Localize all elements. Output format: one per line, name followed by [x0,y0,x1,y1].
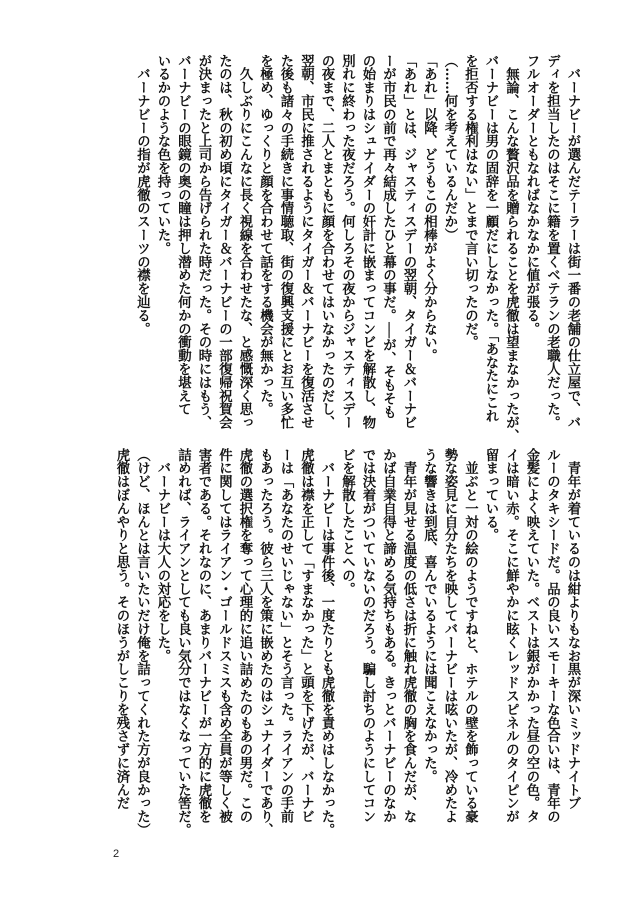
text-line: たのは、秋の初め頃にタイガー＆バーナビーの一部復帰祝賀会 [216,54,233,430]
text-line: 「あれ」とは、ジャスティスデーの翌朝、タイガー＆バーナビ [401,54,417,430]
text-line: バーナビーは大人の対応をした。 [155,448,171,663]
text-line: 虎徹の選択権を奪って心理的に追い詰めたのもあの男だ。この [237,448,253,824]
text-block-bottom [112,448,584,837]
text-line: かば自業自得と諦める気持ちもある。きっとバーナビーのなか [380,448,397,824]
text-line: バーナビーは男の固辞を一顧だにしなかった。「あなたにこれ [483,54,499,423]
text-line: いるかのような色を持っていた。 [155,54,171,255]
text-line: の夜まで、二人とまともに顔を合わせてはいなかったのだし、 [319,54,335,430]
text-line: （……何を考えているんだか） [442,54,458,242]
text-line: バーナビーの指が虎徹のスーツの襟を辿る。 [134,54,151,336]
text-line: 青年が着ているのは紺よりもなお黒が深いミッドナイトブ [565,448,581,810]
text-line: 無論、こんな贅沢品を贈られることを虎徹は望まなかったが、 [503,54,520,443]
text-line: た後も諸々の手続きに事情聴取、街の復興支援にとお互い多忙 [278,54,294,430]
text-line: バーナビーが選んだテーラーは街一番の老舗の仕立屋で、バ [565,54,581,430]
text-line: 虎徹はぼんやりと思う。そのほうがしこりを残さずに済んだ [114,448,130,810]
text-line: 翌朝、市民に推されるようにタイガー＆バーナビーを復活させ [298,54,315,430]
text-line: を拒否する権利はない」とまで言い切ったのだ。 [462,54,479,349]
text-line: ビを解散したことへの。 [339,448,356,596]
text-line: 金髪によく映えていた。ベストは銀がかかった昼の空の色。タ [524,448,540,824]
page-number: 2 [113,848,120,860]
text-block-top [132,54,583,443]
text-line: （けど、ほんとは言いたいだけ俺を詰ってくれた方が良かった） [134,448,151,837]
text-line: 久しぶりにこんなに長く視線を合わせたな、と感慨深く思っ [237,54,253,430]
text-line: 留まっている。 [483,448,499,542]
text-line: 害者である。それなのに、あまりバーナビーが一方的に虎徹を [196,448,212,824]
text-line: では決着がついていないのだろう。騙し討ちのようにしてコン [360,448,376,824]
text-line: 別れに終わった夜だろう。何しろその夜からジャスティスデー [339,54,356,430]
text-line: 青年が見せる温度の低さは折に触れ虎徹の胸を食んだが、な [401,448,417,824]
text-line: ーは「あなたのせいじゃない」とそう言った。ライアンの手前 [278,448,294,824]
text-line: 詰めれば、ライアンとしても良い気分ではなくなっていた筈だ。 [175,448,192,837]
text-line: ルーのタキシードだ。品の良いスモーキーな色合いは、青年の [544,448,561,824]
text-line: 件に関してはライアン・ゴールドスミスも含め全員が等しく被 [216,448,233,824]
text-line: 勢な姿見に自分たちを映してバーナビーは呟いたが、冷めたよ [442,448,458,824]
text-line: フルオーダーともなればなかなかに値が張る。 [524,54,540,336]
text-line: もあったろう。彼ら三人を策に嵌めたのはシュナイダーであり、 [257,448,274,837]
text-line: の始まりはシュナイダーの奸計に嵌まってコンビを解散し、物 [360,54,376,430]
text-line: を極め、ゆっくりと顔を合わせて話をする機会が無かった。 [257,54,274,416]
text-line: ディを担当したのはそこに籍を置くベテランの老職人だった。 [544,54,561,430]
text-line: ーが市民の前で再々結成したひと幕の事だ。──が、そもそも [380,54,397,419]
text-line: うな響きは到底、喜んでいるようには聞こえなかった。 [421,448,438,783]
text-line: 「あれ」以降、どうもこの相棒がよく分からない。 [421,54,438,363]
text-line: イは暗い赤。そこに鮮やかに眩くレッドスピネルのタイピンが [503,448,520,824]
text-line: が決まったと上司から告げられた時だった。その時にはもう、 [196,54,212,430]
text-line: 虎徹は襟を正して「すまなかった」と頭を下げたが、バーナビ [298,448,315,824]
text-line: バーナビーの眼鏡の奥の瞳は押し潜めた何かの衝動を堪えて [175,54,192,416]
text-line: 並ぶと一対の絵のようですねと、ホテルの壁を飾っている豪 [462,448,479,824]
text-line: バーナビーは事件後、一度たりとも虎徹を責めはしなかった。 [319,448,335,837]
